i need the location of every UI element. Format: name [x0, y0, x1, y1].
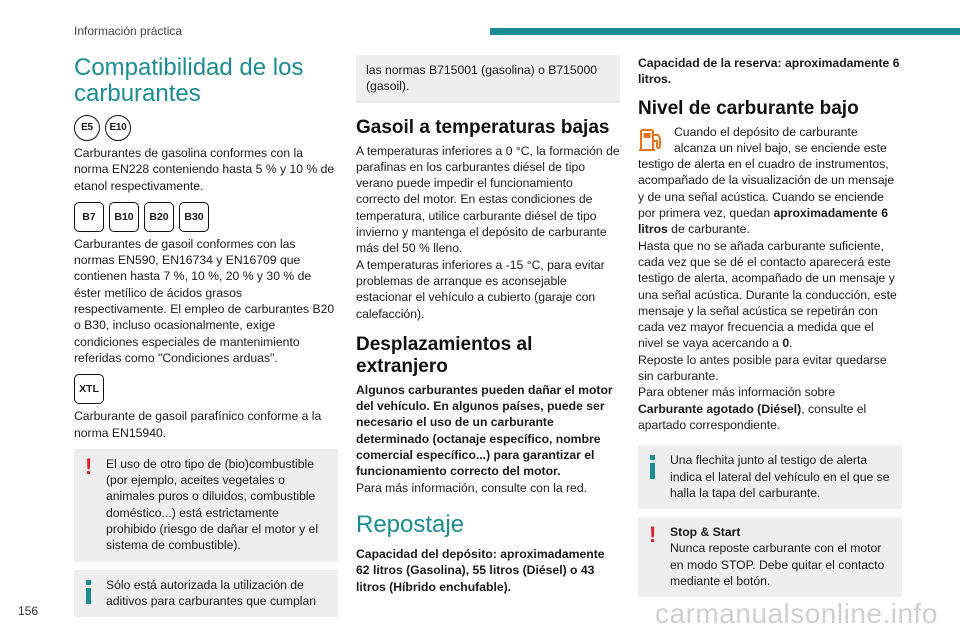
- cold-diesel-heading: Gasoil a temperaturas bajas: [356, 116, 610, 138]
- cold-diesel-text-1: A temperaturas inferiores a 0 °C, la formación de parafinas en los carburantes diésel de tipo verano puede impedir el funcionamiento correcto del motor. En estas condiciones de temperatura, utilice carburante diésel de tipo invierno y mantenga el depósito de carburante más del 50 % lleno.: [356, 143, 620, 256]
- warning-text: El uso de otro tipo de (bio)combustible (por ejemplo, aceites vegetales o animales puros o diluidos, combustible doméstico...) está estrictamente prohibido (riesgo de dañar el motor y el sistema de combustible).: [106, 456, 319, 553]
- badge-e10-icon: E10: [105, 115, 131, 141]
- info-icon: [86, 580, 91, 604]
- info-text: Sólo está autorizada la utilización de aditivos para carburantes que cumplan: [106, 577, 317, 608]
- stop-start-warning-note: [638, 517, 902, 597]
- stop-start-title: Stop & Start: [670, 525, 741, 540]
- tank-capacity-text: Capacidad del depósito: aproximadamente 62 litros (Gasolina), 55 litros (Diésel) o 43 litros (Híbrido enchufable).: [356, 546, 605, 594]
- info-note-continued: [356, 55, 620, 103]
- diesel-text: Carburantes de gasoil conformes con las normas EN590, EN16734 y EN16709 que contienen hasta 7 %, 10 %, 20 % y 30 % de éster metílico de ácidos grasos respectivamente. El empleo de carburantes B20 o B30, incluso ocasionalmente, exige condiciones especiales de mantenimiento referidas como "Condiciones arduas".: [74, 236, 335, 365]
- watermark-text: carmanualsonline.info: [655, 598, 938, 629]
- badge-b30-icon: B30: [179, 202, 209, 232]
- badge-xtl-icon: XTL: [74, 374, 104, 404]
- badge-b10-icon: B10: [109, 202, 139, 232]
- low-fuel-section: [638, 124, 902, 434]
- info-icon: [650, 455, 655, 479]
- badge-e5-icon: E5: [74, 115, 100, 141]
- warning-exclamation-icon: !: [649, 522, 657, 548]
- column-3: [638, 55, 902, 605]
- xtl-text: Carburante de gasoil parafínico conforme a la norma EN15940.: [74, 409, 322, 440]
- header-accent-bar: [490, 28, 960, 35]
- low-fuel-text-3: Reposte lo antes posible para evitar quedarse sin carburante.: [638, 352, 887, 384]
- gasoline-text: Carburantes de gasolina conformes con la norma EN228 conteniendo hasta 5 % y 10 % de etanol respectivamente.: [74, 146, 335, 193]
- low-fuel-text-2: Hasta que no se añada carburante suficiente, cada vez que se dé el contacto aparecerá este testigo de alerta, acompañado de un mensaje y una señal acústica. Durante la conducción, este mensaje y la señal acústica se repetirán con cada vez mayor frecuencia a medida que el nivel se vaya acercando a 0.: [638, 238, 897, 351]
- reserve-capacity-text: Capacidad de la reserva: aproximadamente 6 litros.: [638, 56, 900, 87]
- fuel-pump-warning-icon: [638, 126, 666, 154]
- abroad-bold-text: Algunos carburantes pueden dañar el motor del vehículo. En algunos países, puede ser necesario el uso de un carburante determinado (octanaje específico, nombre comercial específico...) para garantizar el funcionamiento correcto del motor.: [356, 382, 613, 479]
- low-fuel-text-4: Para obtener más información sobre Carburante agotado (Diésel), consulte el apartado correspondiente.: [638, 385, 867, 432]
- refuel-heading: Repostaje: [356, 510, 465, 538]
- low-fuel-text-1: Cuando el depósito de carburante alcanza un nivel bajo, se enciende este testigo de alerta en el cuadro de instrumentos, acompañado de la visualización de un mensaje y de una señal acústica. Cuando se enciende por primera vez, quedan aproximadamente 6 litros de carburante.: [638, 124, 895, 237]
- stop-start-text: Nunca reposte carburante con el motor en modo STOP. Debe quitar el contacto mediante el botón.: [670, 541, 885, 589]
- info-note: [74, 570, 338, 618]
- info-note-arrow: [638, 445, 902, 509]
- warning-exclamation-icon: !: [85, 453, 93, 479]
- xtl-badges: [74, 374, 338, 404]
- info-arrow-text: Una flechita junto al testigo de alerta indica el lateral del vehículo en el que se halla la tapa del carburante.: [670, 453, 890, 500]
- page-number: 156: [18, 604, 39, 618]
- fuel-compatibility-heading: Compatibilidad de los carburantes: [74, 54, 304, 107]
- low-fuel-heading: Nivel de carburante bajo: [638, 97, 859, 119]
- badge-b20-icon: B20: [144, 202, 174, 232]
- section-title: Información práctica: [74, 24, 183, 38]
- warning-note: [74, 449, 338, 562]
- abroad-heading: Desplazamientos al extranjero: [356, 333, 533, 377]
- abroad-text: Para más información, consulte con la red.: [356, 480, 587, 495]
- badge-b7-icon: B7: [74, 202, 104, 232]
- cold-diesel-text-2: A temperaturas inferiores a -15 °C, para evitar problemas de arranque es aconsejable estacionar el vehículo a cubierto (garaje con calefacción).: [356, 257, 605, 321]
- column-1: [74, 55, 338, 625]
- diesel-badges: [74, 202, 338, 232]
- gasoline-badges: [74, 115, 338, 141]
- info-text-continued: las normas B715001 (gasolina) o B715000 (gasoil).: [366, 63, 598, 94]
- column-2: [356, 55, 620, 595]
